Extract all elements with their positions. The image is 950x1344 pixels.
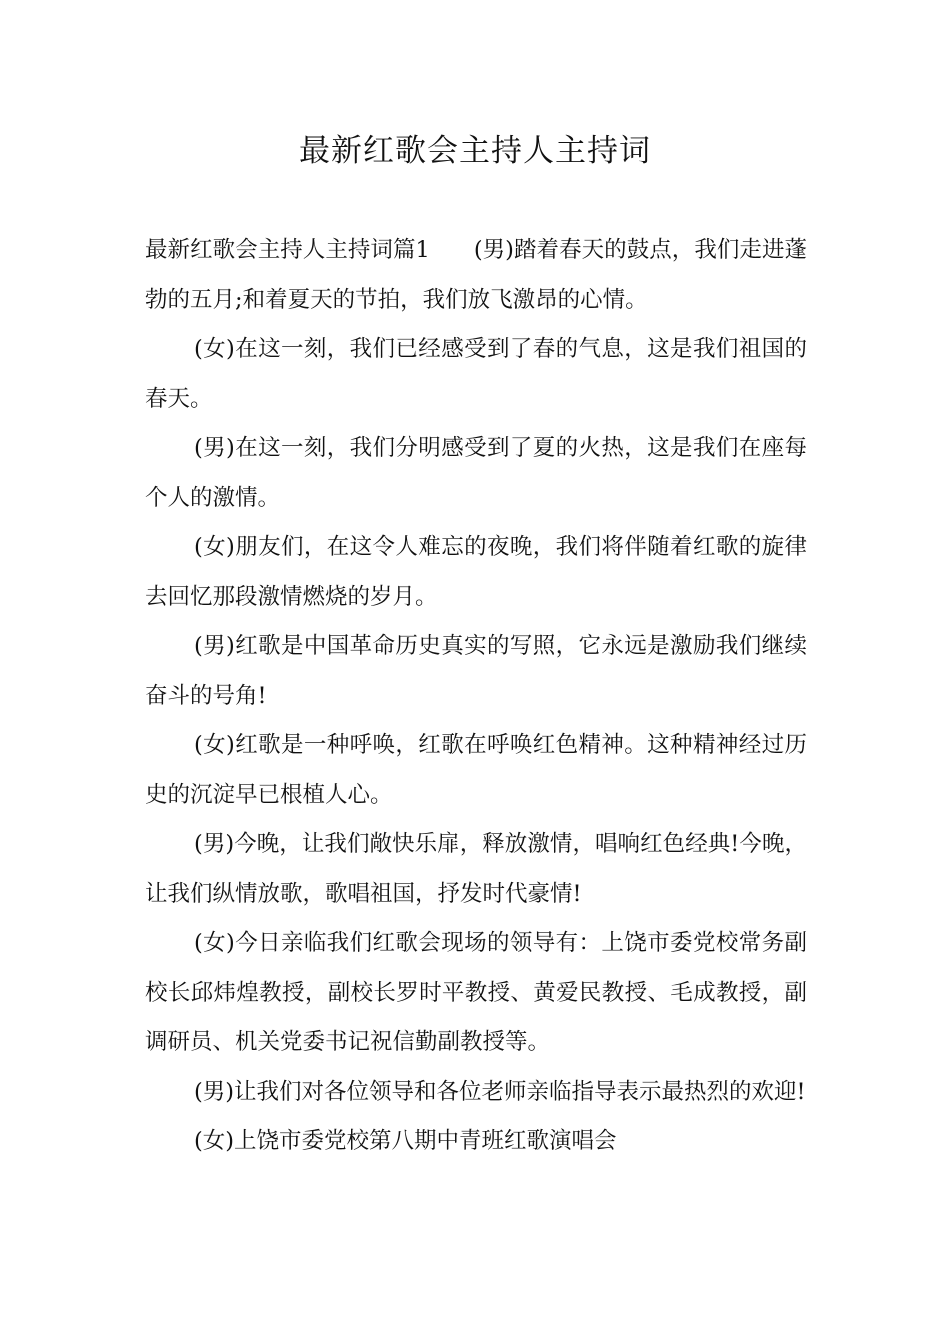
paragraph-3: (男)在这一刻，我们分明感受到了夏的火热，这是我们在座每个人的激情。 (145, 435, 807, 511)
paragraph-10: (女)上饶市委党校第八期中青班红歌演唱会 (194, 1128, 617, 1154)
paragraph-8: (女)今日亲临我们红歌会现场的领导有：上饶市委党校常务副校长邱炜煌教授，副校长罗时平教授、黄爱民教授、毛成教授，副调研员、机关党委书记祝信勤副教授等。 (145, 930, 807, 1055)
paragraph-2: (女)在这一刻，我们已经感受到了春的气息，这是我们祖国的春天。 (145, 336, 807, 412)
paragraph-1-text: (男)踏着春天的鼓点，我们走进蓬勃的五月;和着夏天的节拍，我们放飞激昂的心情。 (145, 237, 807, 313)
section-label: 最新红歌会主持人主持词篇1 (145, 237, 430, 263)
paragraph-7: (男)今晚，让我们敞快乐扉，释放激情，唱响红色经典!今晚，让我们纵情放歌，歌唱祖国，抒发时代豪情! (145, 831, 807, 907)
paragraph-6: (女)红歌是一种呼唤，红歌在呼唤红色精神。这种精神经过历史的沉淀早已根植人心。 (145, 732, 807, 808)
document-body (145, 226, 807, 1167)
paragraph-1 (145, 226, 807, 325)
paragraph-5: (男)红歌是中国革命历史真实的写照，它永远是激励我们继续奋斗的号角! (145, 633, 807, 709)
document-title: 最新红歌会主持人主持词 (299, 133, 651, 169)
paragraph-4: (女)朋友们，在这令人难忘的夜晚，我们将伴随着红歌的旋律去回忆那段激情燃烧的岁月。 (145, 534, 807, 610)
paragraph-9: (男)让我们对各位领导和各位老师亲临指导表示最热烈的欢迎! (194, 1078, 806, 1105)
